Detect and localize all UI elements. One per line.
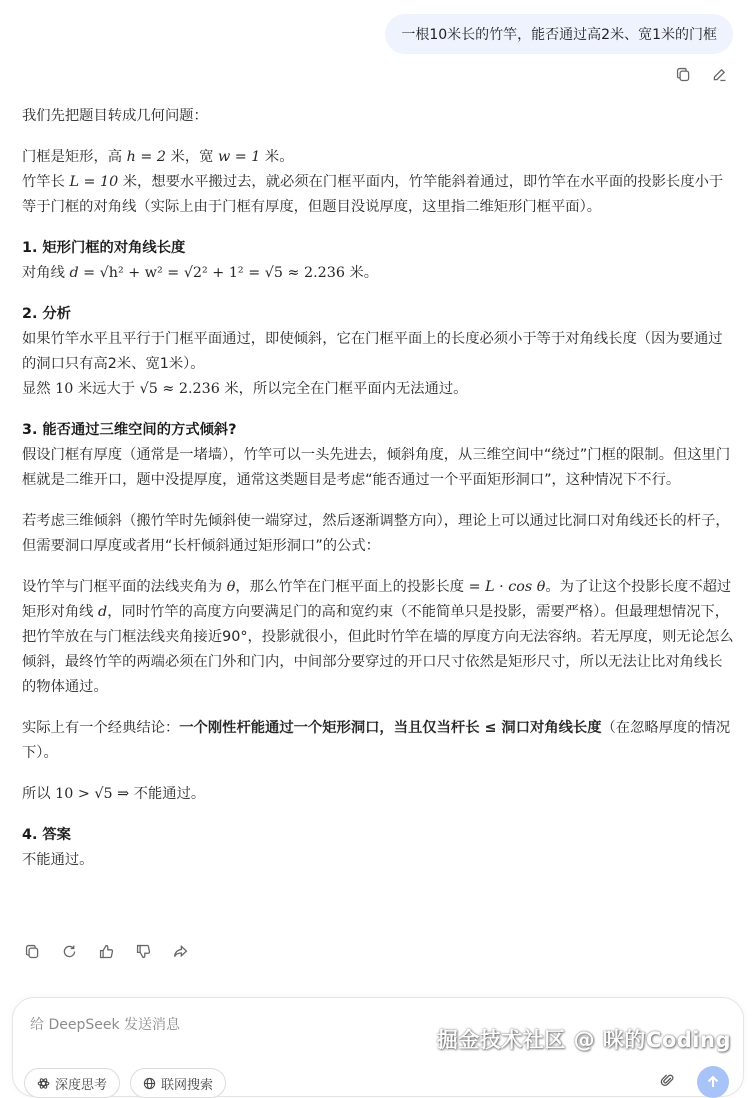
section-2-paragraph: 如果竹竿水平且平行于门框平面通过，即使倾斜，它在门框平面上的长度必须小于等于对角线长度（因为要通过的洞口只有高2米、宽1米）。 [22, 331, 723, 372]
answer-actions [22, 941, 190, 961]
math-theta: θ [226, 579, 236, 595]
text-run: 对角线 [22, 265, 70, 281]
section-3-paragraph-3 [22, 575, 735, 700]
final-answer: 不能通过。 [22, 852, 94, 868]
deep-think-toggle[interactable] [24, 1068, 120, 1098]
math-equation: = √h² + w² = √2² + 1² = √5 ≈ 2.236 [78, 265, 345, 281]
math-sqrt5: √5 ≈ 2.236 [139, 381, 220, 397]
math-length: L = 10 [69, 174, 119, 190]
frame-sentence [22, 145, 735, 170]
section-1-heading: 1. 矩形门框的对角线长度 [22, 240, 186, 256]
copy-icon[interactable] [22, 941, 42, 961]
text-run: 。为了让这个投影长度不超过矩形对角线 [22, 579, 732, 620]
user-message-bubble [385, 14, 733, 54]
text-run: ，那么竹竿在门框平面上的投影长度 = [235, 579, 486, 595]
text-run: 设竹竿与门框平面的法线夹角为 [22, 579, 227, 595]
section-3-paragraph-2: 若考虑三维倾斜（搬竹竿时先倾斜使一端穿过，然后逐渐调整方向），理论上可以通过比洞口对角线还长的杆子，但需要洞口厚度或者用“长杆倾斜通过矩形洞口”的公式： [22, 513, 730, 554]
text-run: 显然 [22, 381, 56, 397]
user-message-text: 一根10米长的竹竿，能否通过高2米、宽1米的门框 [401, 27, 717, 43]
regenerate-icon[interactable] [59, 941, 79, 961]
atom-icon [37, 1077, 50, 1090]
text-run: （在忽略厚度的情况下）。 [22, 720, 731, 761]
math-ten: 10 [55, 381, 74, 397]
attach-icon[interactable] [657, 1070, 677, 1090]
text-run: ，同时竹竿的高度方向要满足门的高和宽约束（不能简单只是投影，需要严格）。但最理想情况下，把竹竿放在与门框法线夹角接近90°，投影就很小，但此时竹竿在墙的厚度方向无法容纳。若无厚度，则无论怎么倾斜，最终竹竿的两端必须在门外和门内，中间部分要穿过的开口尺寸依然是矩形尺寸，所以无法让比对角线长的物体通过。 [22, 604, 734, 695]
text-run: 所以 [22, 786, 56, 802]
composer-options [24, 1068, 226, 1098]
math-diagonal: d [98, 604, 108, 620]
copy-icon[interactable] [673, 64, 693, 84]
thumbs-down-icon[interactable] [133, 941, 153, 961]
web-search-toggle[interactable] [130, 1068, 226, 1098]
section-3-paragraph-1: 假设门框有厚度（通常是一堵墙），竹竿可以一头先进去，倾斜角度，从三维空间中“绕过”门框的限制。但这里门框就是二维开口，题中没提厚度，通常这类题目是考虑“能否通过一个平面矩形洞口”，这种情况下不行。 [22, 447, 731, 488]
arrow-up-icon [705, 1074, 721, 1090]
globe-icon [143, 1077, 156, 1090]
section-2-heading: 2. 分析 [22, 306, 71, 322]
text-run: 竹竿长 [22, 174, 70, 190]
text-run: 米，想要水平搬过去，就必须在门框平面内，竹竿能斜着通过，即竹竿在水平面的投影长度小于等于门框的对角线（实际上由于门框有厚度，但题目没说厚度，这里指二维矩形门框平面）。 [22, 174, 724, 215]
user-message-actions [673, 64, 729, 84]
math-projection: L · cos θ [485, 579, 546, 595]
bold-conclusion: 一个刚性杆能通过一个矩形洞口，当且仅当杆长 ≤ 洞口对角线长度 [179, 720, 602, 736]
answer-intro: 我们先把题目转成几何问题： [22, 108, 208, 124]
pole-sentence [22, 170, 735, 220]
math-width: w = 1 [217, 149, 261, 165]
assistant-answer [22, 104, 735, 873]
edit-icon[interactable] [709, 64, 729, 84]
watermark: 掘金技术社区 @ 咪的Coding [436, 1028, 731, 1052]
web-search-label: 联网搜索 [161, 1077, 214, 1093]
text-run: 门框是矩形，高 [22, 149, 127, 165]
deep-think-label: 深度思考 [55, 1077, 108, 1093]
section-4-heading: 4. 答案 [22, 827, 71, 843]
message-input[interactable]: 给 DeepSeek 发送消息 [30, 1017, 181, 1033]
math-diagonal: d [69, 265, 79, 281]
send-button[interactable] [697, 1066, 729, 1098]
text-run: 不能通过。 [129, 786, 206, 802]
section-3-paragraph-4 [22, 716, 735, 766]
thumbs-up-icon[interactable] [96, 941, 116, 961]
section-3-heading: 3. 能否通过三维空间的方式倾斜? [22, 422, 237, 438]
share-icon[interactable] [170, 941, 190, 961]
math-height: h = 2 [126, 149, 166, 165]
text-run: 米。 [260, 149, 294, 165]
text-run: 米，宽 [166, 149, 218, 165]
section-2-conclusion [22, 377, 735, 402]
diagonal-formula [22, 261, 735, 286]
math-inequality: 10 > √5 ⇒ [55, 786, 130, 802]
section-3-paragraph-5 [22, 782, 735, 807]
text-run: 实际上有一个经典结论： [22, 720, 180, 736]
text-run: 米远大于 [73, 381, 140, 397]
text-run: 米。 [344, 265, 379, 281]
text-run: 米，所以完全在门框平面内无法通过。 [219, 381, 468, 397]
